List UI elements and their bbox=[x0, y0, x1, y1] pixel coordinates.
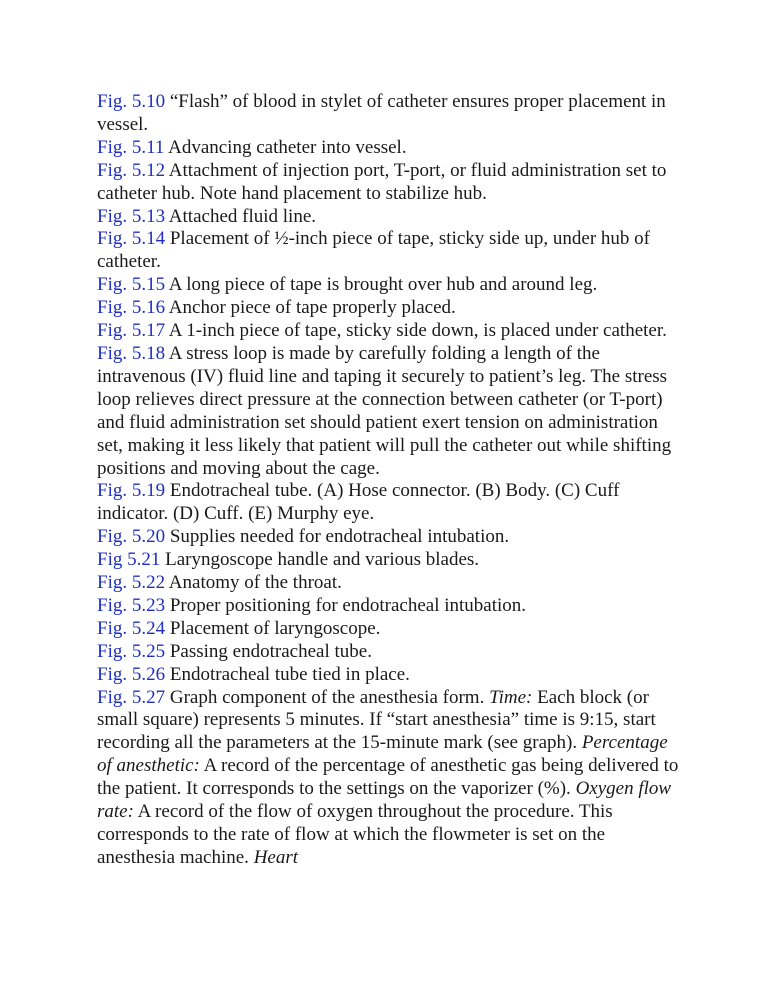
figure-caption bbox=[97, 160, 687, 206]
figure-caption bbox=[97, 274, 687, 297]
figure-caption bbox=[97, 206, 687, 229]
caption-text: Placement of ½-inch piece of tape, sticky side up, under hub of catheter. bbox=[97, 228, 650, 273]
figure-label: Fig. 5.17 bbox=[97, 320, 166, 342]
figure-caption bbox=[97, 664, 687, 687]
figure-caption bbox=[97, 480, 687, 526]
caption-text: Passing endotracheal tube. bbox=[165, 640, 372, 662]
figure-caption bbox=[97, 228, 687, 274]
caption-text: Laryngoscope handle and various blades. bbox=[160, 549, 480, 571]
figure-label: Fig. 5.14 bbox=[97, 228, 166, 250]
figure-caption bbox=[97, 595, 687, 618]
figure-caption bbox=[97, 526, 687, 549]
caption-text: A record of the flow of oxygen throughout the procedure. This corresponds to the rate of flow at which the flowmeter is set on the anesthesia machine. bbox=[97, 801, 613, 868]
figure-label: Fig. 5.20 bbox=[97, 526, 166, 548]
figure-label: Fig. 5.23 bbox=[97, 594, 166, 616]
figure-label: Fig. 5.22 bbox=[97, 572, 166, 594]
caption-text: Endotracheal tube. (A) Hose connector. (B) Body. (C) Cuff indicator. (D) Cuff. (E) Murphy eye. bbox=[97, 480, 620, 525]
caption-text: A record of the percentage of anesthetic gas being delivered to the patient. It corresponds to the settings on the vaporizer (%). bbox=[97, 755, 679, 800]
figure-caption bbox=[97, 618, 687, 641]
figure-caption bbox=[97, 343, 687, 480]
figure-caption bbox=[97, 641, 687, 664]
caption-text: Attachment of injection port, T-port, or fluid administration set to catheter hub. Note hand placement to stabilize hub. bbox=[97, 159, 667, 204]
figure-caption-list bbox=[97, 91, 687, 870]
caption-text: Advancing catheter into vessel. bbox=[164, 136, 407, 158]
figure-caption bbox=[97, 687, 687, 870]
caption-term: Heart bbox=[253, 846, 299, 868]
figure-caption bbox=[97, 549, 687, 572]
figure-label: Fig. 5.27 bbox=[97, 686, 166, 708]
figure-label: Fig. 5.16 bbox=[97, 297, 166, 319]
figure-label: Fig. 5.25 bbox=[97, 640, 166, 662]
caption-text: Proper positioning for endotracheal intubation. bbox=[165, 594, 527, 616]
figure-caption bbox=[97, 320, 687, 343]
caption-term: Oxygen flow rate: bbox=[97, 778, 672, 823]
figure-label: Fig. 5.24 bbox=[97, 617, 166, 639]
figure-label: Fig. 5.18 bbox=[97, 342, 166, 364]
figure-label: Fig 5.21 bbox=[97, 549, 161, 571]
caption-text: A stress loop is made by carefully folding a length of the intravenous (IV) fluid line and taping it securely to patient’s leg. The stress loop relieves direct pressure at the connection between catheter (or T-port) and fluid administration set should patient exert tension on administration set, making it less likely that patient will pull the catheter out while shifting positions and moving about the cage. bbox=[97, 342, 672, 479]
caption-text: Placement of laryngoscope. bbox=[165, 617, 381, 639]
figure-caption bbox=[97, 91, 687, 137]
figure-caption bbox=[97, 137, 687, 160]
caption-text: Supplies needed for endotracheal intubation. bbox=[165, 526, 510, 548]
caption-text: “Flash” of blood in stylet of catheter ensures proper placement in vessel. bbox=[97, 91, 666, 135]
figure-label: Fig. 5.19 bbox=[97, 480, 166, 502]
figure-caption bbox=[97, 297, 687, 320]
figure-label: Fig. 5.11 bbox=[97, 136, 165, 158]
figure-label: Fig. 5.15 bbox=[97, 274, 166, 296]
caption-text: Each block (or small square) represents 5 minutes. If “start anesthesia” time is 9:15, start recording all the parameters at the 15-minute mark (see graph). bbox=[97, 686, 656, 754]
caption-term: Time: bbox=[489, 686, 533, 708]
caption-text: Graph component of the anesthesia form. bbox=[165, 686, 490, 708]
caption-text: Anchor piece of tape properly placed. bbox=[165, 297, 456, 319]
figure-label: Fig. 5.10 bbox=[97, 91, 166, 112]
caption-term: Percentage of anesthetic: bbox=[97, 732, 668, 777]
caption-text: Anatomy of the throat. bbox=[165, 572, 342, 594]
caption-text: A 1-inch piece of tape, sticky side down, is placed under catheter. bbox=[165, 320, 667, 342]
figure-label: Fig. 5.12 bbox=[97, 159, 166, 181]
caption-text: Attached fluid line. bbox=[165, 205, 317, 227]
figure-label: Fig. 5.13 bbox=[97, 205, 166, 227]
figure-caption bbox=[97, 572, 687, 595]
caption-text: A long piece of tape is brought over hub and around leg. bbox=[165, 274, 598, 296]
caption-text: Endotracheal tube tied in place. bbox=[165, 663, 410, 685]
figure-label: Fig. 5.26 bbox=[97, 663, 166, 685]
